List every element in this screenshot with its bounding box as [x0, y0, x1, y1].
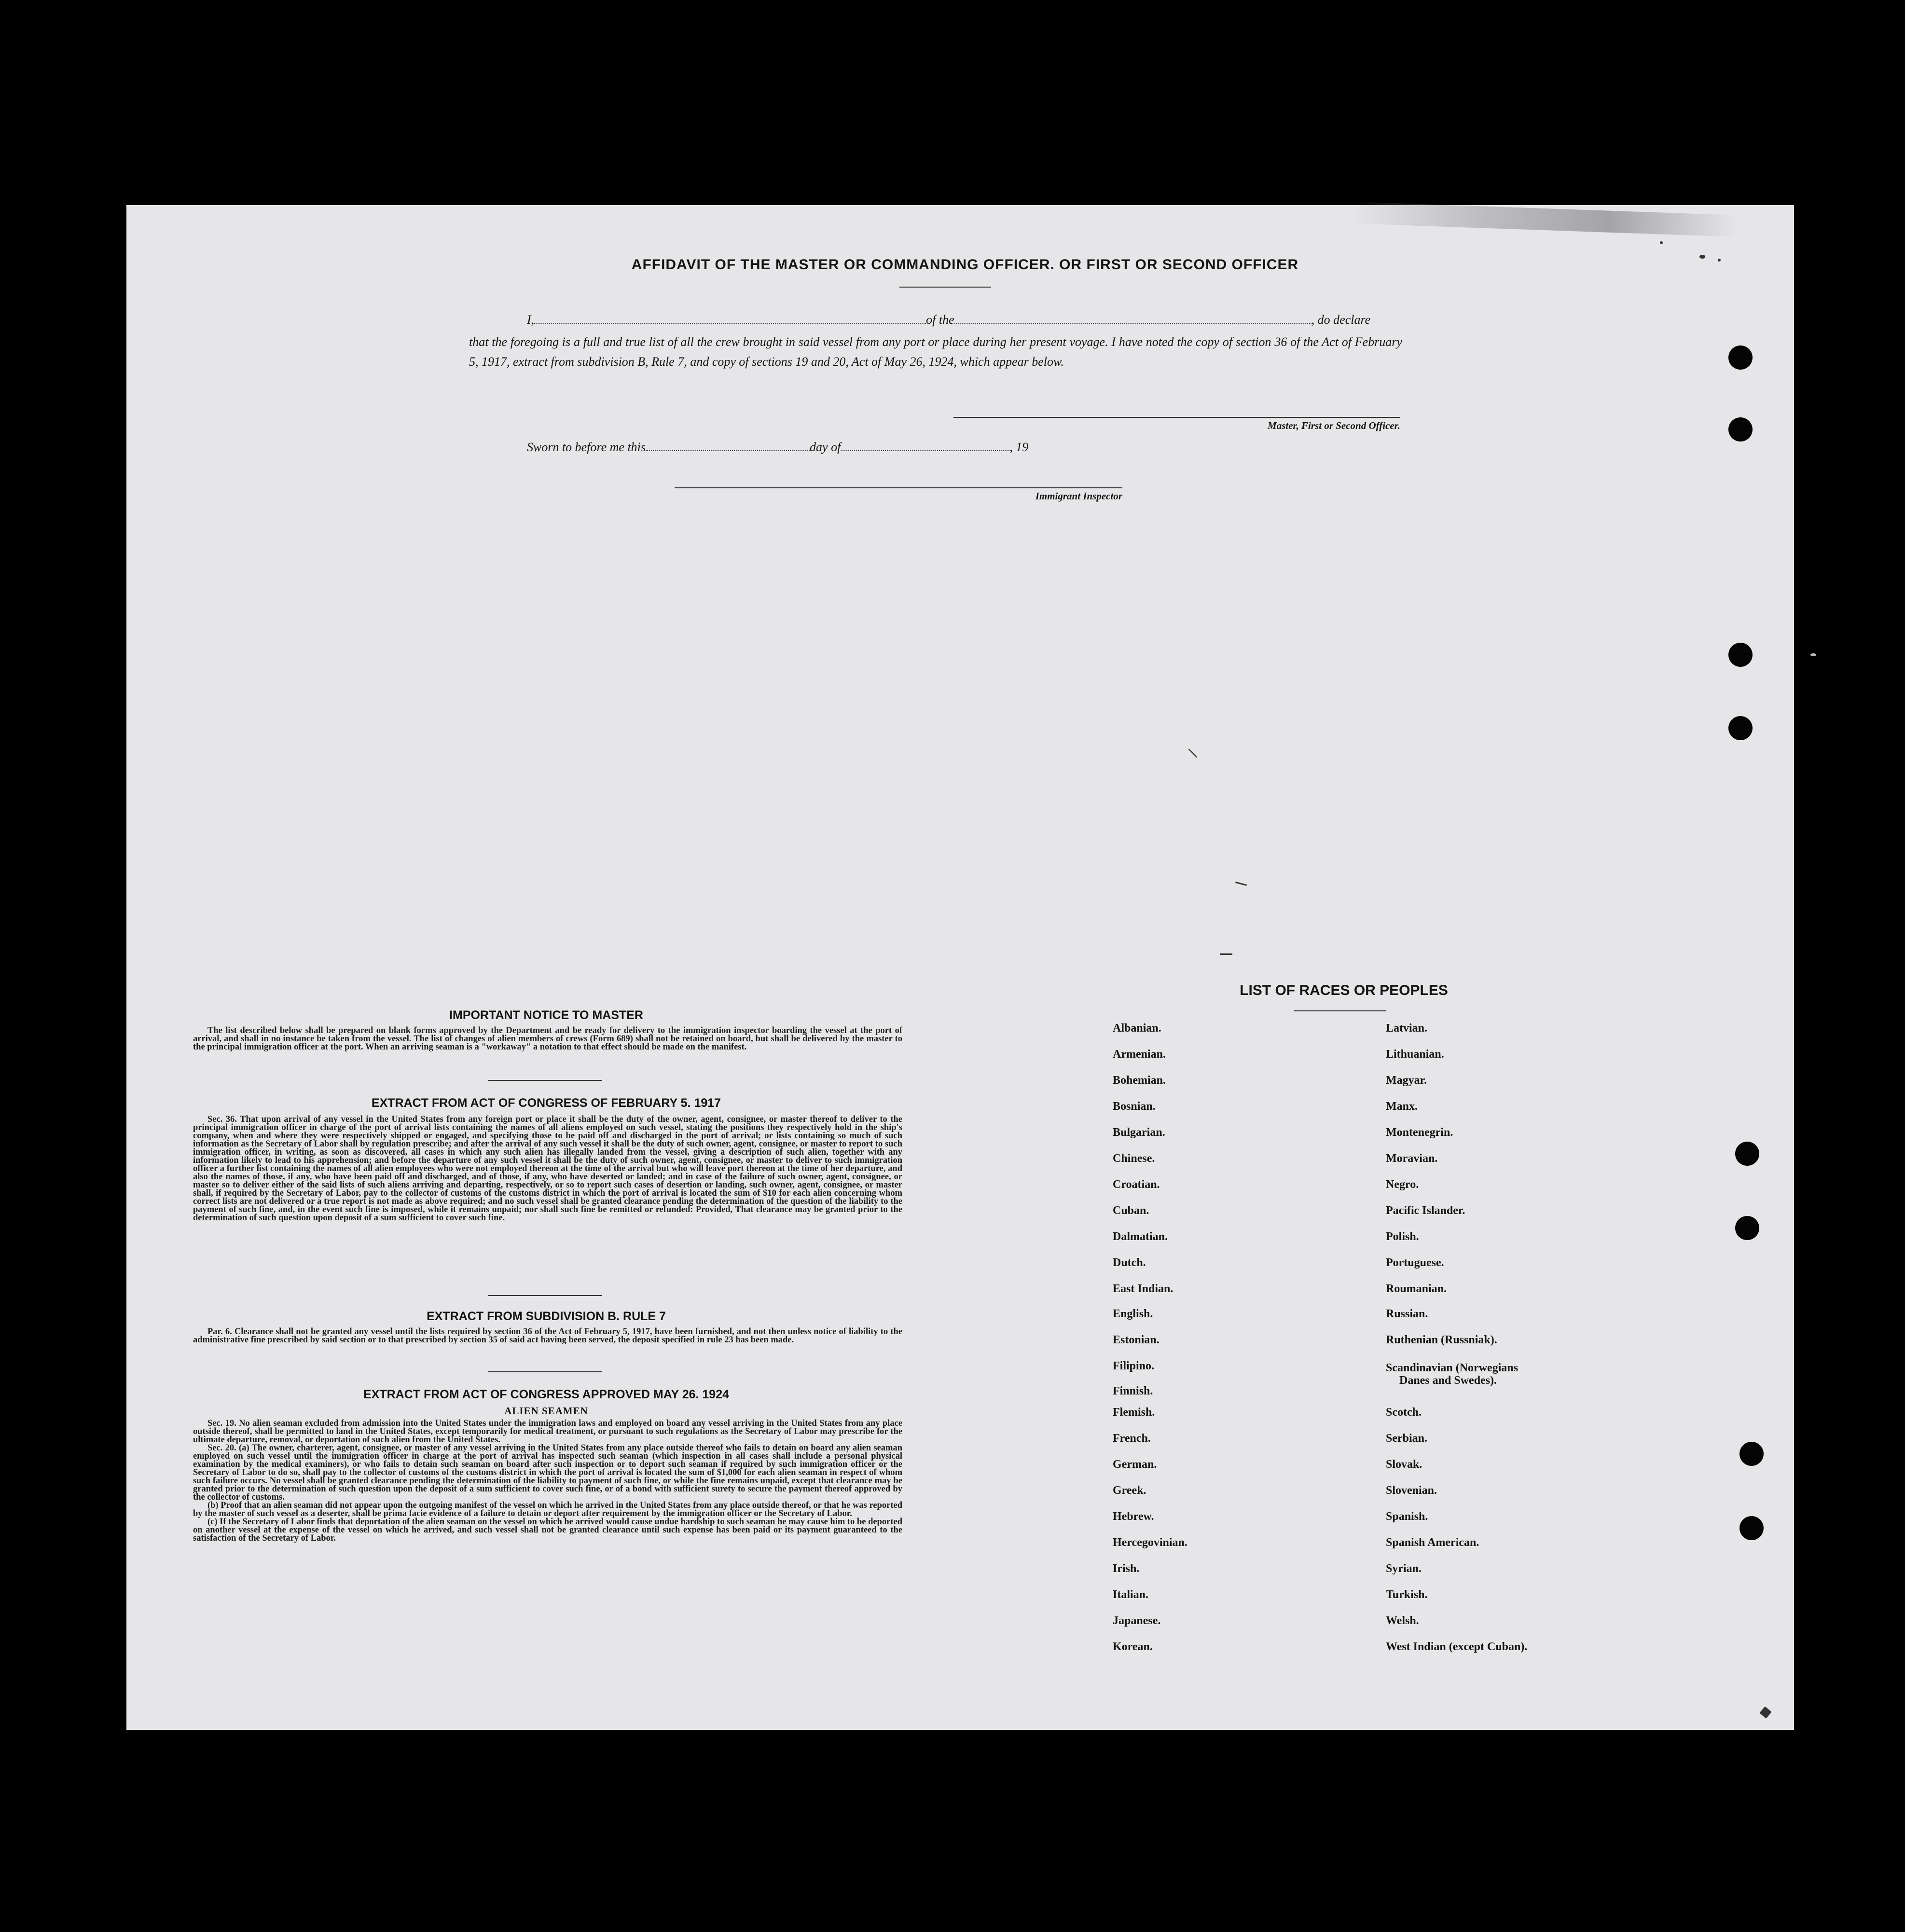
- race-item: Irish.: [1113, 1562, 1140, 1575]
- race-item: Portuguese.: [1386, 1256, 1444, 1269]
- race-item: French.: [1113, 1432, 1151, 1445]
- race-item: Ruthenian (Russniak).: [1386, 1334, 1497, 1346]
- affidavit-title-rule: [899, 287, 991, 288]
- race-item: German.: [1113, 1458, 1157, 1471]
- notice-text: [193, 1027, 902, 1051]
- affidavit-declaration-line: [527, 313, 1402, 327]
- extract-1924-text: [193, 1420, 902, 1543]
- extract-1924-paragraph: Sec. 20. (a) The owner, charterer, agent, consignee, or master of any vessel arriving in the United States from any place outside thereof who fails to detain on board any alien seaman employed on such vessel until the immigration officer in charge at the port of arrival has inspected such seaman (which inspection in all cases shall include a personal physical examination by the medical examiners), or who fails to detain such seaman on board after such inspection or to deport such seaman if required by such immigration officer or the Secretary of Labor to do so, shall pay to the collector of customs of the customs district in which the port of arrival is located the sum of $1,000 for each alien seaman in respect of whom such failure occurs. No vessel shall be granted clearance pending the determination of the liability to payment of such fine, or while the fine remains unpaid, except that clearance may be granted prior to the determination of such question upon the deposit of a sum sufficient to cover such fine, or of a bond with sufficient surety to secure the payment thereof approved by the collector of customs.: [193, 1443, 902, 1502]
- extract-1924-paragraph: (c) If the Secretary of Labor finds that deportation of the alien seaman on the vessel on which he arrived would cause undue hardship to such seaman he may cause him to be deported on another vessel at the expense of the vessel on which he arrived, and such vessel shall not be granted clearance until such expense has been paid or its payment guaranteed to the satisfaction of the Secretary of Labor.: [193, 1517, 902, 1543]
- race-item: Hebrew.: [1113, 1510, 1154, 1523]
- race-item: Chinese.: [1113, 1152, 1155, 1165]
- race-item: West Indian (except Cuban).: [1386, 1641, 1528, 1653]
- race-item: Roumanian.: [1386, 1283, 1447, 1295]
- race-item: English.: [1113, 1308, 1153, 1320]
- notice-paragraph: The list described below shall be prepared on blank forms approved by the Department and be ready for delivery to the immigration inspector boarding the vessel at the port of arrival, and shall in no instance be taken from the vessel. The list of changes of alien members of crews (Form 689) shall not be retained on board, but shall be delivered by the master to the principal immigration officer at the port. When an arriving seaman is a "workaway" a notation to that effect should be made on the manifest.: [193, 1026, 902, 1052]
- race-item: Dalmatian.: [1113, 1230, 1168, 1243]
- race-item: Syrian.: [1386, 1562, 1422, 1575]
- race-item: Slovenian.: [1386, 1484, 1437, 1497]
- vessel-name-field[interactable]: [954, 323, 1311, 324]
- races-title: LIST OF RACES OR PEOPLES: [1240, 982, 1448, 998]
- extract-1924-subtitle: ALIEN SEAMEN: [504, 1405, 588, 1417]
- affidavit-of-the-label: of the: [926, 313, 954, 327]
- paper-speck: [1660, 241, 1663, 244]
- race-item: Montenegrin.: [1386, 1126, 1453, 1139]
- affidavit-do-declare-label: , do declare: [1311, 313, 1371, 327]
- race-item: Bohemian.: [1113, 1074, 1166, 1087]
- extract-rule7-title: EXTRACT FROM SUBDIVISION B. RULE 7: [427, 1310, 666, 1323]
- race-item: Croatian.: [1113, 1178, 1160, 1191]
- sworn-line: [527, 440, 1028, 455]
- paper-speck: [1718, 259, 1721, 262]
- race-item: Slovak.: [1386, 1458, 1422, 1471]
- notice-title: IMPORTANT NOTICE TO MASTER: [449, 1008, 643, 1022]
- race-item: Armenian.: [1113, 1048, 1166, 1061]
- race-item: Moravian.: [1386, 1152, 1438, 1165]
- race-item: Cuban.: [1113, 1204, 1149, 1217]
- race-item: Scotch.: [1386, 1406, 1422, 1419]
- race-item: Flemish.: [1113, 1406, 1155, 1419]
- master-name-field[interactable]: [534, 323, 926, 324]
- section-divider: [488, 1080, 602, 1081]
- race-item: Finnish.: [1113, 1385, 1153, 1397]
- race-item: Welsh.: [1386, 1615, 1419, 1627]
- race-item: Estonian.: [1113, 1334, 1160, 1346]
- race-item: Spanish American.: [1386, 1536, 1479, 1549]
- affidavit-body: that the foregoing is a full and true list of all the crew brought in said vessel from any port or place during her present voyage. I have noted the copy of section 36 of the Act of February 5, 1917, extract from subdivision B, Rule 7, and copy of sections 19 and 20, Act of May 26, 1924, which appear below.: [469, 335, 1402, 369]
- race-item: Pacific Islander.: [1386, 1204, 1465, 1217]
- race-item: Scandinavian (Norwegians: [1386, 1362, 1518, 1374]
- master-signature-line[interactable]: [953, 417, 1400, 418]
- extract-1924-paragraph: (b) Proof that an alien seaman did not appear upon the outgoing manifest of the vessel on which he arrived in the United States from any place outside thereof, or that he was reported by the master of such vessel as a deserter, shall be prima facie evidence of a failure to detain or deport after requirement by the immigration officer or the Secretary of Labor.: [193, 1501, 902, 1518]
- race-item: Filipino.: [1113, 1360, 1155, 1372]
- section-divider: [488, 1295, 602, 1296]
- extract-1924-title: EXTRACT FROM ACT OF CONGRESS APPROVED MAY 26. 1924: [363, 1388, 730, 1401]
- race-item: Russian.: [1386, 1308, 1428, 1320]
- extract-rule7-text: [193, 1328, 902, 1344]
- race-item: East Indian.: [1113, 1283, 1173, 1295]
- race-item: Danes and Swedes).: [1399, 1374, 1497, 1387]
- extract-1917-paragraph: Sec. 36. That upon arrival of any vessel in the United States from any foreign port or place it shall be the duty of the owner, agent, consignee, or master thereof to deliver to the principal immigration officer in charge of the port of arrival lists containing the names of all aliens employed on such vessel, stating the positions they respectively hold in the ship's company, when and where they were respectively shipped or engaged, and specifying those to be paid off and discharged in the port of arrival; or lists containing so much of such information as the Secretary of Labor shall by regulation prescribe; and after the arrival of any such vessel it shall be the duty of such owner, agent, consignee, or master to report to such immigration officer, in writing, as soon as discovered, all cases in which any such alien has illegally landed from the vessel, giving a description of such alien, together with any information likely to lead to his apprehension; and before the departure of any such vessel it shall be the duty of such owner, agent, consignee, or master to deliver to such immigration officer a further list containing the names of all alien employees who were not employed thereon at the time of the arrival but who will leave port thereon at the time of her departure, and also the names of those, if any, who have been paid off and discharged, and of those, if any, who have deserted or landed; and in case of the failure of such owner, agent, consignee, or master so to deliver either of the said lists of such aliens arriving and departing, respectively, or so to report such cases of desertion or landing, such owner, agent, consignee, or master shall, if required by the Secretary of Labor, pay to the collector of customs of the customs district in which the port of arrival is located the sum of $10 for each alien concerning whom correct lists are not delivered or a true report is not made as above required; and no such vessel shall be granted clearance pending the determination of the question of the liability to the payment of such fine, and, in the event such fine is imposed, while it remains unpaid; nor shall such fine be remitted or refunded: Provided, That clearance may be granted prior to the determination of such question upon deposit of a sum sufficient to cover such fine.: [193, 1115, 902, 1223]
- paper-speck: [1810, 653, 1816, 656]
- extract-1924-paragraph: Sec. 19. No alien seaman excluded from admission into the United States under the immigration laws and employed on board any vessel arriving in the United States from any place outside thereof, shall be permitted to land in the United States, except temporarily for medical treatment, or pursuant to such regulations as the Secretary of Labor may prescribe for the ultimate departure, removal, or deportation of such alien from the United States.: [193, 1419, 902, 1445]
- race-item: Polish.: [1386, 1230, 1419, 1243]
- section-divider: [488, 1371, 602, 1372]
- extract-rule7-paragraph: Par. 6. Clearance shall not be granted any vessel until the lists required by section 36 of the Act of February 5, 1917, have been furnished, and not then unless notice of liability to the administrative fine prescribed by said section or to that prescribed by section 35 of said act having been served, the deposit specified in rule 23 has been made.: [193, 1327, 902, 1345]
- binder-hole-icon: [1728, 643, 1753, 667]
- affidavit-title: AFFIDAVIT OF THE MASTER OR COMMANDING OFFICER. OR FIRST OR SECOND OFFICER: [631, 257, 1299, 273]
- binder-hole-icon: [1735, 1142, 1759, 1166]
- race-item: Hercegovinian.: [1113, 1536, 1187, 1549]
- race-item: Albanian.: [1113, 1022, 1161, 1035]
- race-item: Serbian.: [1386, 1432, 1428, 1445]
- paper-mark: [1220, 953, 1232, 955]
- master-signature-label: Master, First or Second Officer.: [1268, 420, 1400, 431]
- race-item: Greek.: [1113, 1484, 1146, 1497]
- race-item: Spanish.: [1386, 1510, 1428, 1523]
- race-item: Negro.: [1386, 1178, 1419, 1191]
- race-item: Latvian.: [1386, 1022, 1428, 1035]
- race-item: Lithuanian.: [1386, 1048, 1444, 1061]
- extract-1917-text: [193, 1116, 902, 1222]
- sworn-month-field[interactable]: [841, 450, 1009, 451]
- sworn-prefix: Sworn to before me this: [527, 440, 646, 454]
- sworn-dayof-label: day of: [810, 440, 841, 454]
- race-item: Dutch.: [1113, 1256, 1146, 1269]
- inspector-signature-line[interactable]: [675, 487, 1122, 488]
- binder-hole-icon: [1728, 417, 1753, 442]
- sworn-year-label: , 19: [1009, 440, 1029, 454]
- race-item: Bulgarian.: [1113, 1126, 1165, 1139]
- paper-speck: [1699, 255, 1705, 259]
- binder-hole-icon: [1735, 1216, 1759, 1240]
- race-item: Magyar.: [1386, 1074, 1427, 1087]
- races-title-rule: [1294, 1010, 1386, 1011]
- race-item: Turkish.: [1386, 1588, 1428, 1601]
- sworn-day-field[interactable]: [646, 450, 810, 451]
- race-item: Japanese.: [1113, 1615, 1161, 1627]
- binder-hole-icon: [1728, 345, 1753, 370]
- extract-1917-title: EXTRACT FROM ACT OF CONGRESS OF FEBRUARY 5. 1917: [371, 1096, 721, 1110]
- inspector-signature-label: Immigrant Inspector: [1035, 490, 1122, 502]
- race-item: Korean.: [1113, 1641, 1153, 1653]
- binder-hole-icon: [1739, 1442, 1764, 1466]
- binder-hole-icon: [1739, 1516, 1764, 1540]
- race-item: Bosnian.: [1113, 1100, 1156, 1113]
- race-item: Italian.: [1113, 1588, 1149, 1601]
- binder-hole-icon: [1728, 716, 1753, 740]
- affidavit-i-label: I,: [527, 313, 535, 327]
- race-item: Manx.: [1386, 1100, 1418, 1113]
